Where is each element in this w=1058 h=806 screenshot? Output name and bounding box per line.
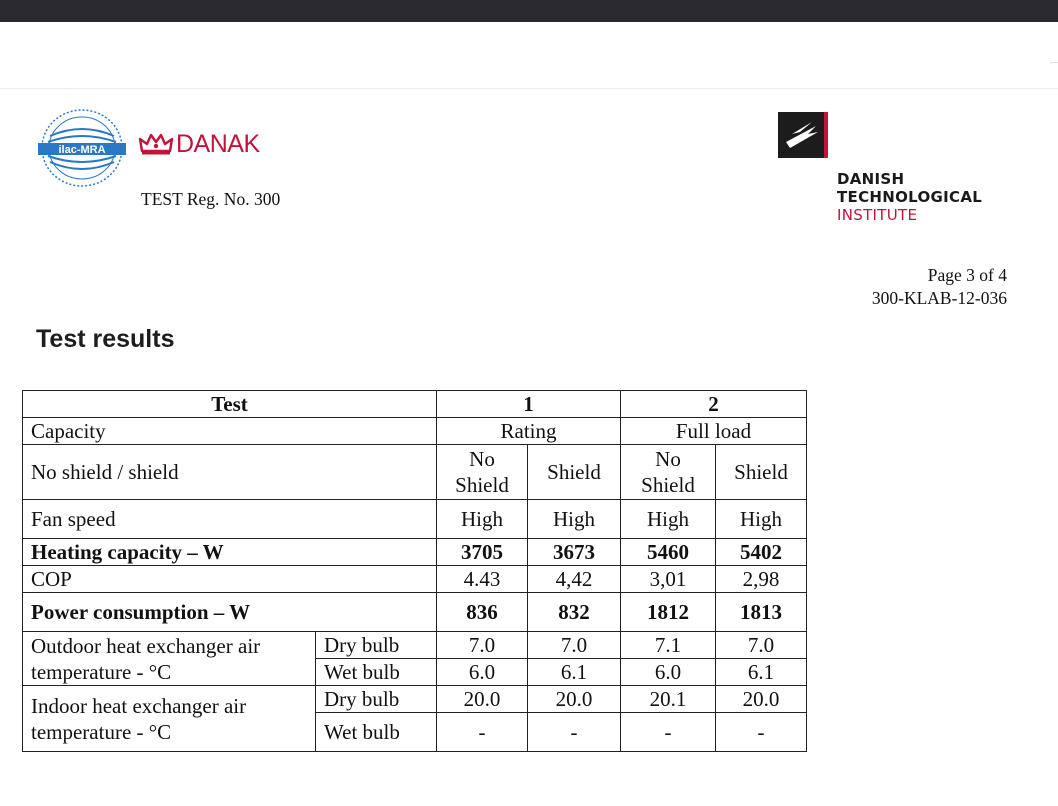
institute-line-1: DANISH bbox=[837, 170, 905, 188]
table-row bbox=[23, 391, 807, 418]
table-cell: 7.0 bbox=[716, 632, 807, 659]
dti-logo-icon bbox=[778, 112, 828, 158]
ilac-mra-logo bbox=[36, 106, 128, 190]
institute-line-2: TECHNOLOGICAL bbox=[837, 188, 983, 206]
table-row bbox=[23, 445, 807, 500]
section-title: Test results bbox=[36, 325, 175, 353]
table-row bbox=[23, 539, 807, 566]
table-cell: 836 bbox=[437, 593, 528, 632]
table-cell: 6.1 bbox=[716, 659, 807, 686]
table-row bbox=[23, 686, 807, 713]
results-table bbox=[22, 390, 807, 752]
table-cell: 20.0 bbox=[437, 686, 528, 713]
row-label: Fan speed bbox=[23, 500, 437, 539]
table-cell: 3705 bbox=[437, 539, 528, 566]
table-cell: 7.1 bbox=[621, 632, 716, 659]
table-cell: 6.1 bbox=[528, 659, 621, 686]
table-cell: 20.0 bbox=[716, 686, 807, 713]
page-info bbox=[872, 264, 1007, 310]
table-row bbox=[23, 418, 807, 445]
table-cell: - bbox=[528, 713, 621, 752]
table-cell: 4.43 bbox=[437, 566, 528, 593]
table-cell: 7.0 bbox=[528, 632, 621, 659]
browser-top-bar bbox=[0, 0, 1058, 22]
toolbar-edge bbox=[1050, 62, 1058, 63]
danak-logo bbox=[138, 131, 260, 157]
table-cell: 1812 bbox=[621, 593, 716, 632]
shield-value: Shield bbox=[528, 445, 621, 500]
table-row bbox=[23, 632, 807, 659]
table-cell: 5402 bbox=[716, 539, 807, 566]
dry-bulb-label: Dry bulb bbox=[316, 686, 437, 713]
table-cell: High bbox=[437, 500, 528, 539]
registration-number: TEST Reg. No. 300 bbox=[141, 189, 281, 209]
capacity-label: Capacity bbox=[23, 418, 437, 445]
table-cell: 4,42 bbox=[528, 566, 621, 593]
test-id-2: 2 bbox=[621, 391, 807, 418]
shield-label: No shield / shield bbox=[23, 445, 437, 500]
table-cell: 3673 bbox=[528, 539, 621, 566]
table-cell: 20.0 bbox=[528, 686, 621, 713]
row-label: Heating capacity – W bbox=[23, 539, 437, 566]
outdoor-temp-label: Outdoor heat exchanger air temperature - °C bbox=[23, 632, 316, 686]
table-cell: 20.1 bbox=[621, 686, 716, 713]
row-label: Power consumption – W bbox=[23, 593, 437, 632]
report-id: 300-KLAB-12-036 bbox=[871, 288, 1007, 308]
shield-value: No Shield bbox=[437, 445, 528, 500]
capacity-2: Full load bbox=[621, 418, 807, 445]
danak-text: DANAK bbox=[176, 129, 260, 158]
shield-value: Shield bbox=[716, 445, 807, 500]
table-cell: - bbox=[716, 713, 807, 752]
table-cell: 5460 bbox=[621, 539, 716, 566]
page-number: Page 3 of 4 bbox=[927, 265, 1007, 285]
table-cell: 2,98 bbox=[716, 566, 807, 593]
table-cell: 1813 bbox=[716, 593, 807, 632]
table-cell: 832 bbox=[528, 593, 621, 632]
wet-bulb-label: Wet bulb bbox=[316, 713, 437, 752]
shield-value: No Shield bbox=[621, 445, 716, 500]
institute-name bbox=[837, 170, 982, 224]
table-cell: - bbox=[621, 713, 716, 752]
table-row bbox=[23, 500, 807, 539]
table-cell: High bbox=[528, 500, 621, 539]
table-row bbox=[23, 593, 807, 632]
table-cell: 3,01 bbox=[621, 566, 716, 593]
crown-icon bbox=[138, 131, 174, 157]
ilac-logo-text: ilac-MRA bbox=[58, 144, 106, 156]
table-cell: 6.0 bbox=[621, 659, 716, 686]
row-label: COP bbox=[23, 566, 437, 593]
table-cell: - bbox=[437, 713, 528, 752]
test-header: Test bbox=[23, 391, 437, 418]
table-cell: 7.0 bbox=[437, 632, 528, 659]
institute-line-3: INSTITUTE bbox=[837, 206, 918, 224]
table-cell: High bbox=[621, 500, 716, 539]
table-row bbox=[23, 566, 807, 593]
indoor-temp-label: Indoor heat exchanger air temperature - °C bbox=[23, 686, 316, 752]
capacity-1: Rating bbox=[437, 418, 621, 445]
table-cell: High bbox=[716, 500, 807, 539]
dry-bulb-label: Dry bulb bbox=[316, 632, 437, 659]
test-id-1: 1 bbox=[437, 391, 621, 418]
wet-bulb-label: Wet bulb bbox=[316, 659, 437, 686]
table-cell: 6.0 bbox=[437, 659, 528, 686]
viewer-toolbar-strip bbox=[0, 22, 1058, 89]
